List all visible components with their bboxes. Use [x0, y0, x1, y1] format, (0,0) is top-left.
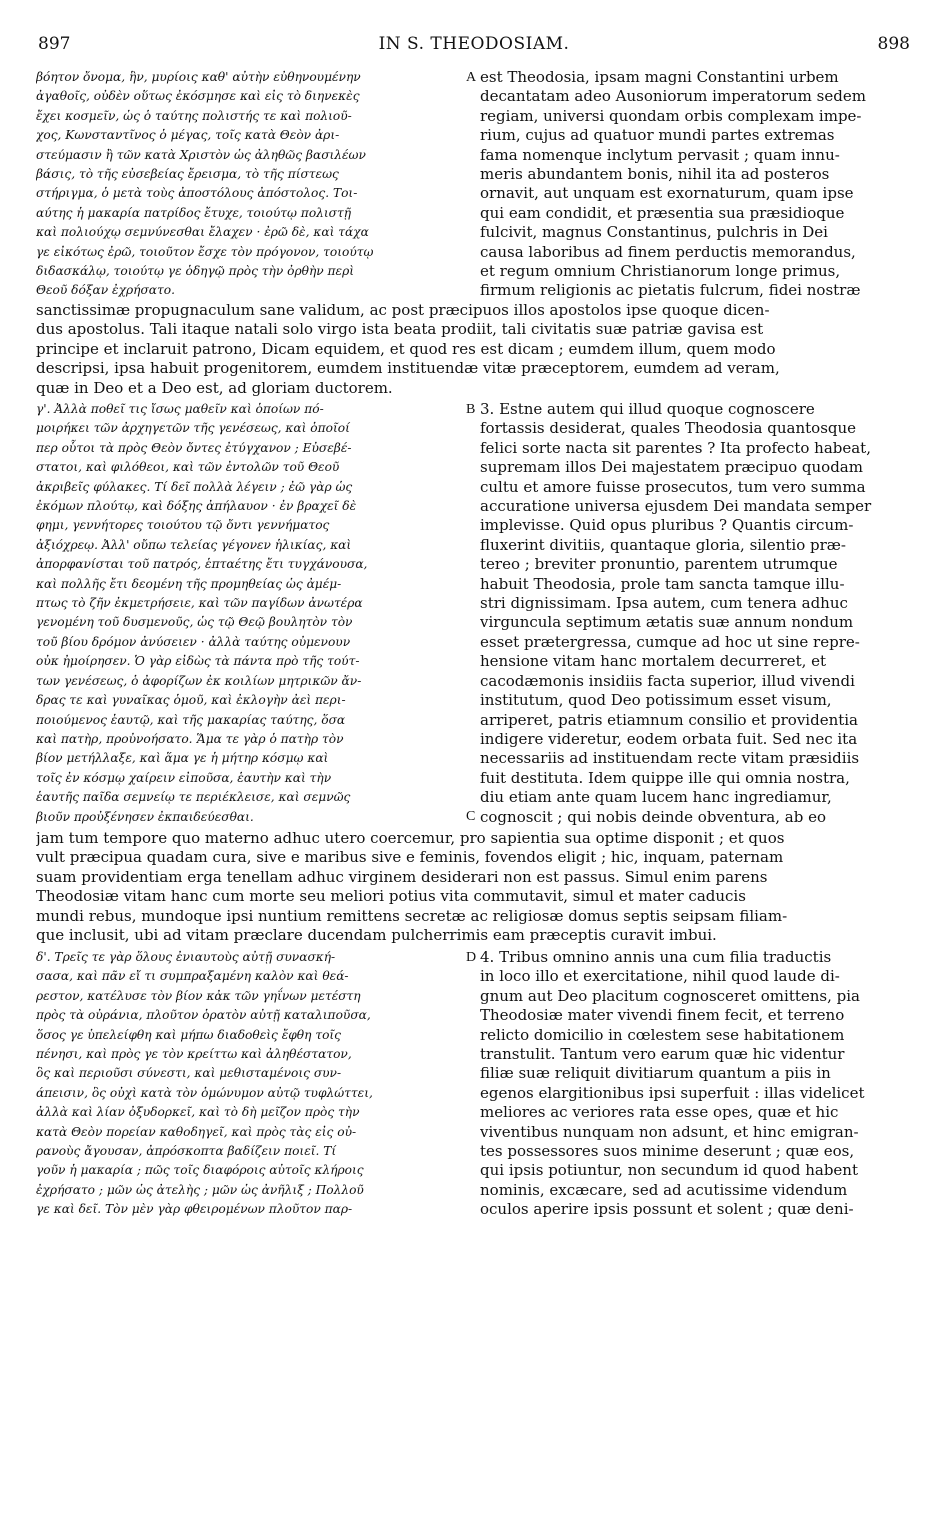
left-page-number: 897	[38, 34, 71, 54]
text-line: qui eam condidit, et præsentia sua præsidioque	[480, 203, 845, 222]
text-line: mundi rebus, mundoque ipsi nuntium remittens secretæ ac religiosæ domus septis seipsam filiam-	[36, 906, 788, 925]
margin-marker-c: C	[466, 809, 476, 824]
text-line: esset prætergressa, cumque ad hoc ut sine repre-	[480, 632, 860, 651]
text-line: στεύμασιν ἢ τῶν κατὰ Χριστὸν ὡς ἀληθῶς βασιλέων	[36, 147, 366, 162]
text-line: χος, Κωνσταντῖνος ὁ μέγας, τοῖς κατὰ Θεὸν ἀρι-	[36, 128, 340, 143]
right-page-number: 898	[877, 34, 910, 54]
text-line: των γενέσεως, ὁ ἀφορίζων ἐκ κοιλίων μητρικῶν ἄν-	[36, 673, 362, 688]
margin-marker-d: D	[466, 950, 477, 965]
text-line: Theodosiæ vitam hanc cum morte seu meliori potius vita commutavit, simul et mater caducis	[36, 887, 746, 906]
text-line: suam providentiam erga tenellam adhuc virginem desiderari non est passus. Simul enim parens	[36, 867, 768, 886]
text-line: μοιρήκει τῶν ἀρχηγετῶν τῆς γενέσεως, καὶ ὁποῖοί	[36, 421, 350, 436]
text-line: descripsi, ipsa habuit progenitorem, eumdem instituendæ vitæ præceptorem, eumdem ad veram,	[36, 359, 780, 378]
text-line: dus apostolus. Tali itaque natali solo virgo ista beata prodiit, tali civitatis suæ patriæ gavisa est	[36, 320, 764, 339]
text-line: σασα, καὶ πᾶν εἴ τι συμπραξαμένη καλὸν καὶ θεά-	[36, 969, 349, 984]
text-line: βιοῦν προὐξένησεν ἐκπαιδεύεσθαι.	[36, 809, 254, 824]
latin-column-1	[480, 68, 912, 301]
text-line: ὃς καὶ περιοῦσι σύνεστι, καὶ μεθισταμένοις συν-	[36, 1066, 342, 1081]
text-line: ρεστον, κατέλυσε τὸν βίον κἀκ τῶν γηΐνων μετέστη	[36, 988, 361, 1003]
text-line: δ'. Τρεῖς τε γὰρ ὅλους ἐνιαυτοὺς αὐτῇ συνασκή-	[36, 950, 336, 964]
margin-marker-a: A	[466, 70, 477, 85]
text-line: ὅσος γε ὑπελείφθη καὶ μήπω διαδοθεὶς ἔφθη τοῖς	[36, 1027, 342, 1042]
text-line: fluxerint divitiis, quantaque gloria, silentio præ-	[480, 535, 846, 554]
text-line: est Theodosia, ipsam magni Constantini urbem	[480, 68, 839, 86]
full-width-paragraph-1	[36, 301, 912, 398]
text-line: ἀπορφανίσται τοῦ πατρός, ἑπταέτης ἔτι τυγχάνουσα,	[36, 557, 368, 572]
text-line: cultu et amore fuisse prosecutos, tum vero summa	[480, 477, 866, 496]
text-line: felici sorte nacta sit parentes ? Ita profecto habeat,	[480, 438, 871, 457]
text-line: institutum, quod Deo potissimum esset visum,	[480, 691, 832, 710]
text-line: que inclusit, ubi ad vitam præclare ducendam pulcherrimis eam præceptis curavit imbui.	[36, 926, 717, 945]
text-line: φημι, γεννήτορες τοιούτου τῷ ὄντι γεννήματος	[36, 518, 330, 533]
text-line: jam tum tempore quo materno adhuc utero coercemur, pro sapientia sua optime disponit ; et quos	[36, 829, 785, 847]
page-header	[38, 34, 910, 60]
text-line: accuratione universa ejusdem Dei mandata semper	[480, 497, 872, 516]
latin-column-3	[480, 948, 912, 1220]
text-line: principe et inclaruit patrono, Dicam equidem, et quod res est dicam ; eumdem illum, quem modo	[36, 339, 776, 358]
text-line: Theodosiæ mater vivendi finem fecit, et terreno	[480, 1006, 845, 1025]
text-line: supremam illos Dei majestatem præcipuo quodam	[480, 458, 863, 477]
running-title: IN S. THEODOSIAM.	[378, 34, 570, 54]
text-line: οὐκ ἠμοίρησεν. Ὁ γὰρ εἰδὼς τὰ πάντα πρὸ τῆς τούτ-	[36, 654, 360, 669]
text-line: relicto domicilio in cœlestem sese habitationem	[480, 1025, 845, 1044]
text-line: viventibus nunquam non adsunt, et hinc emigran-	[480, 1122, 859, 1141]
text-line: ἀξιόχρεῳ. Ἀλλ' οὔπω τελείας γέγονεν ἡλικίας, καὶ	[36, 537, 352, 552]
text-line: βόητον ὄνομα, ἣν, μυρίοις καθ' αὐτὴν εὐθηνουμένην	[36, 70, 361, 84]
text-line: indigere videretur, eodem orbata fuit. Sed nec ita	[480, 729, 858, 748]
text-line: στήριγμα, ὁ μετὰ τοὺς ἀποστόλους ἀπόστολος. Τοι-	[36, 186, 358, 201]
text-line: δρας τε καὶ γυναῖκας ὁμοῦ, καὶ ἐκλογὴν ἀεὶ περι-	[36, 693, 346, 708]
text-line: transtulit. Tantum vero earum quæ hic videntur	[480, 1045, 845, 1064]
text-line: ἀγαθοῖς, οὐδὲν οὕτως ἐκόσμησε καὶ εἰς τὸ διηνεκὲς	[36, 89, 360, 104]
text-line: στατοι, καὶ φιλόθεοι, καὶ τῶν ἐντολῶν τοῦ Θεοῦ	[36, 460, 340, 475]
greek-column-1	[36, 68, 466, 301]
text-line: habuit Theodosia, prole tam sancta tamque illu-	[480, 574, 845, 593]
text-line: γοῦν ἡ μακαρία ; πῶς τοῖς διαφόροις αὐτοῖς κλήροις	[36, 1163, 364, 1178]
text-line: stri dignissimam. Ipsa autem, cum tenera adhuc	[480, 594, 848, 613]
text-line: τοῦ βίου δρόμον ἀνύσειεν · ἀλλὰ ταύτης οὐμενουν	[36, 634, 351, 649]
text-line: sanctissimæ propugnaculum sane validum, ac post præcipuos illos apostolos ipse quoque dicen-	[36, 301, 770, 319]
text-line: κατὰ Θεὸν πορείαν καθοδηγεῖ, καὶ πρὸς τὰς εἰς οὐ-	[36, 1124, 357, 1139]
text-line: ornavit, aut unquam est exornaturum, quam ipse	[480, 184, 854, 203]
text-line: βάσις, τὸ τῆς εὐσεβείας ἔρεισμα, τὸ τῆς πίστεως	[36, 167, 339, 182]
text-line: necessariis ad instituendam recte vitam præsidiis	[480, 749, 860, 768]
text-line: virguncula septimum ætatis suæ annum nondum	[480, 613, 854, 632]
text-line: γενομένη τοῦ δυσμενοῦς, ὡς τῷ Θεῷ βουλητὸν τὸν	[36, 615, 353, 630]
text-line: vult præcipua quadam cura, sive e maribus sive e feminis, fovendos eligit ; hic, inquam, paternam	[36, 848, 784, 867]
text-line: implevisse. Quid opus pluribus ? Quantis circum-	[480, 516, 854, 535]
text-line: ἑαυτῆς παῖδα σεμνείῳ τε περιέκλεισε, καὶ σεμνῶς	[36, 790, 351, 805]
text-line: quæ in Deo et a Deo est, ad gloriam ductorem.	[36, 378, 393, 397]
text-line: 3. Estne autem qui illud quoque cognoscere	[480, 400, 815, 418]
text-line: ρανοὺς ἄγουσαν, ἀπρόσκοπτα βαδίζειν ποιεῖ. Τί	[36, 1144, 337, 1159]
text-line: βίον μετήλλαξε, καὶ ἅμα γε ἡ μήτηρ κόσμῳ καὶ	[36, 751, 329, 766]
text-line: ποιούμενος ἑαυτῷ, καὶ τῆς μακαρίας ταύτης, ὅσα	[36, 712, 346, 727]
text-line: καὶ πολλῆς ἔτι δεομένη τῆς προμηθείας ὡς ἀμέμ-	[36, 576, 342, 591]
text-line: filiæ suæ reliquit divitiarum quantum a piis in	[480, 1064, 831, 1083]
text-line: fortassis desiderat, quales Theodosia quantosque	[480, 419, 857, 438]
text-line: ἀκριβεῖς φύλακες. Τί δεῖ πολλὰ λέγειν ; ἐῶ γὰρ ὡς	[36, 479, 353, 494]
text-line: meris abundantem bonis, nihil ita ad posteros	[480, 165, 830, 184]
text-line: πτως τὸ ζῆν ἐκμετρήσειε, καὶ τῶν παγίδων ἀνωτέρα	[36, 596, 363, 611]
text-line: καὶ πολιούχῳ σεμνύνεσθαι ἔλαχεν · ἐρῶ δὲ, καὶ τάχα	[36, 225, 369, 240]
text-line: tes possessores suos minime deserunt ; quæ eos,	[480, 1142, 855, 1161]
text-line: rium, cujus ad quatuor mundi partes extremas	[480, 126, 835, 145]
text-line: cacodæmonis insidiis facta superior, illud vivendi	[480, 671, 855, 690]
text-line: ἀλλὰ καὶ λίαν ὀξυδορκεῖ, καὶ τὸ δὴ μεῖζον πρὸς τὴν	[36, 1105, 360, 1120]
text-line: oculos aperire ipsis possunt et solent ; quæ deni-	[480, 1200, 854, 1219]
text-line: arriperet, patris etiamnum consilio et providentia	[480, 710, 858, 729]
text-line: meliores ac veriores rata esse opes, quæ et hic	[480, 1103, 839, 1122]
text-line: fuit destituta. Idem quippe ille qui omnia nostra,	[480, 768, 850, 787]
text-line: ἔχει κοσμεῖν, ὡς ὁ ταύτης πολιστής τε καὶ πολιοῦ-	[36, 108, 352, 123]
text-line: διδασκάλῳ, τοιούτῳ γε ὁδηγῷ πρὸς τὴν ὀρθὴν περὶ	[36, 264, 355, 279]
text-line: gnum aut Deo placitum cognosceret omittens, pia	[480, 986, 861, 1005]
text-line: nominis, excæcare, sed ad acutissime videndum	[480, 1180, 848, 1199]
text-line: in loco illo et exercitatione, nihil quod laude di-	[480, 967, 840, 986]
text-line: hensione vitam hanc mortalem decurreret, et	[480, 652, 827, 671]
text-line: fulcivit, magnus Constantinus, pulchris in Dei	[480, 223, 828, 242]
text-line: causa laboribus ad finem perductis memorandus,	[480, 242, 856, 261]
text-line: περ οὗτοι τὰ πρὸς Θεὸν ὄντες ἐτύγχανον ; Εὐσεβέ-	[36, 440, 352, 455]
text-line: fama nomenque inclytum pervasit ; quam innu-	[480, 145, 840, 164]
latin-column-2	[480, 400, 912, 827]
text-line: καὶ πατὴρ, προὐνοήσατο. Ἅμα τε γὰρ ὁ πατὴρ τὸν	[36, 731, 344, 746]
text-line: diu etiam ante quam lucem hanc ingrediamur,	[480, 788, 832, 807]
text-line: decantatam adeo Ausoniorum imperatorum sedem	[480, 87, 866, 106]
text-line: 4. Tribus omnino annis una cum filia traductis	[480, 948, 832, 966]
text-line: τοῖς ἐν κόσμῳ χαίρειν εἰποῦσα, ἑαυτὴν καὶ τὴν	[36, 770, 332, 785]
text-line: πρὸς τὰ οὐράνια, πλοῦτον ὁρατὸν αὐτῇ καταλιποῦσα,	[36, 1008, 371, 1023]
greek-column-2	[36, 400, 466, 827]
text-line: cognoscit ; qui nobis deinde obventura, ab eo	[480, 807, 827, 826]
text-line: et regum omnium Christianorum longe primus,	[480, 262, 841, 281]
text-line: firmum religionis ac pietatis fulcrum, fidei nostræ	[480, 281, 861, 300]
text-line: αύτης ἡ μακαρία πατρίδος ἔτυχε, τοιούτῳ πολιστῇ	[36, 205, 352, 220]
text-line: egenos elargitionibus ipsi superfuit : illas videlicet	[480, 1083, 865, 1102]
text-line: Θεοῦ δόξαν ἐχρήσατο.	[36, 283, 175, 298]
greek-column-3	[36, 948, 466, 1220]
text-line: ἐκόμων πλούτῳ, καὶ δόξης ἀπήλαυον · ἐν βραχεῖ δὲ	[36, 499, 357, 514]
text-line: γ'. Ἀλλὰ ποθεῖ τις ἴσως μαθεῖν καὶ ὁποίων πό-	[36, 402, 324, 416]
text-line: tereo ; breviter pronuntio, parentem utrumque	[480, 555, 838, 574]
text-line: regiam, universi quondam orbis complexam impe-	[480, 106, 862, 125]
text-line: γε καὶ δεῖ. Τὸν μὲν γὰρ φθειρομένων πλοῦτον παρ-	[36, 1202, 353, 1217]
text-line: γε εἰκότως ἐρῶ, τοιοῦτον ἔσχε τὸν πρόγονον, τοιούτῳ	[36, 244, 374, 259]
text-line: qui ipsis potiuntur, non secundum id quod habent	[480, 1161, 858, 1180]
margin-marker-b: B	[466, 402, 476, 417]
text-line: πένησι, καὶ πρὸς γε τὸν κρείττω καὶ ἀληθέστατον,	[36, 1047, 352, 1062]
text-line: άπεισιν, ὃς οὐχὶ κατὰ τὸν ὁμώνυμον αὐτῷ τυφλώττει,	[36, 1085, 373, 1100]
full-width-paragraph-2	[36, 829, 912, 945]
text-line: ἐχρήσατο ; μῶν ὡς ἀτελὴς ; μῶν ὡς ἀνῆλιξ ; Πολλοῦ	[36, 1182, 364, 1197]
